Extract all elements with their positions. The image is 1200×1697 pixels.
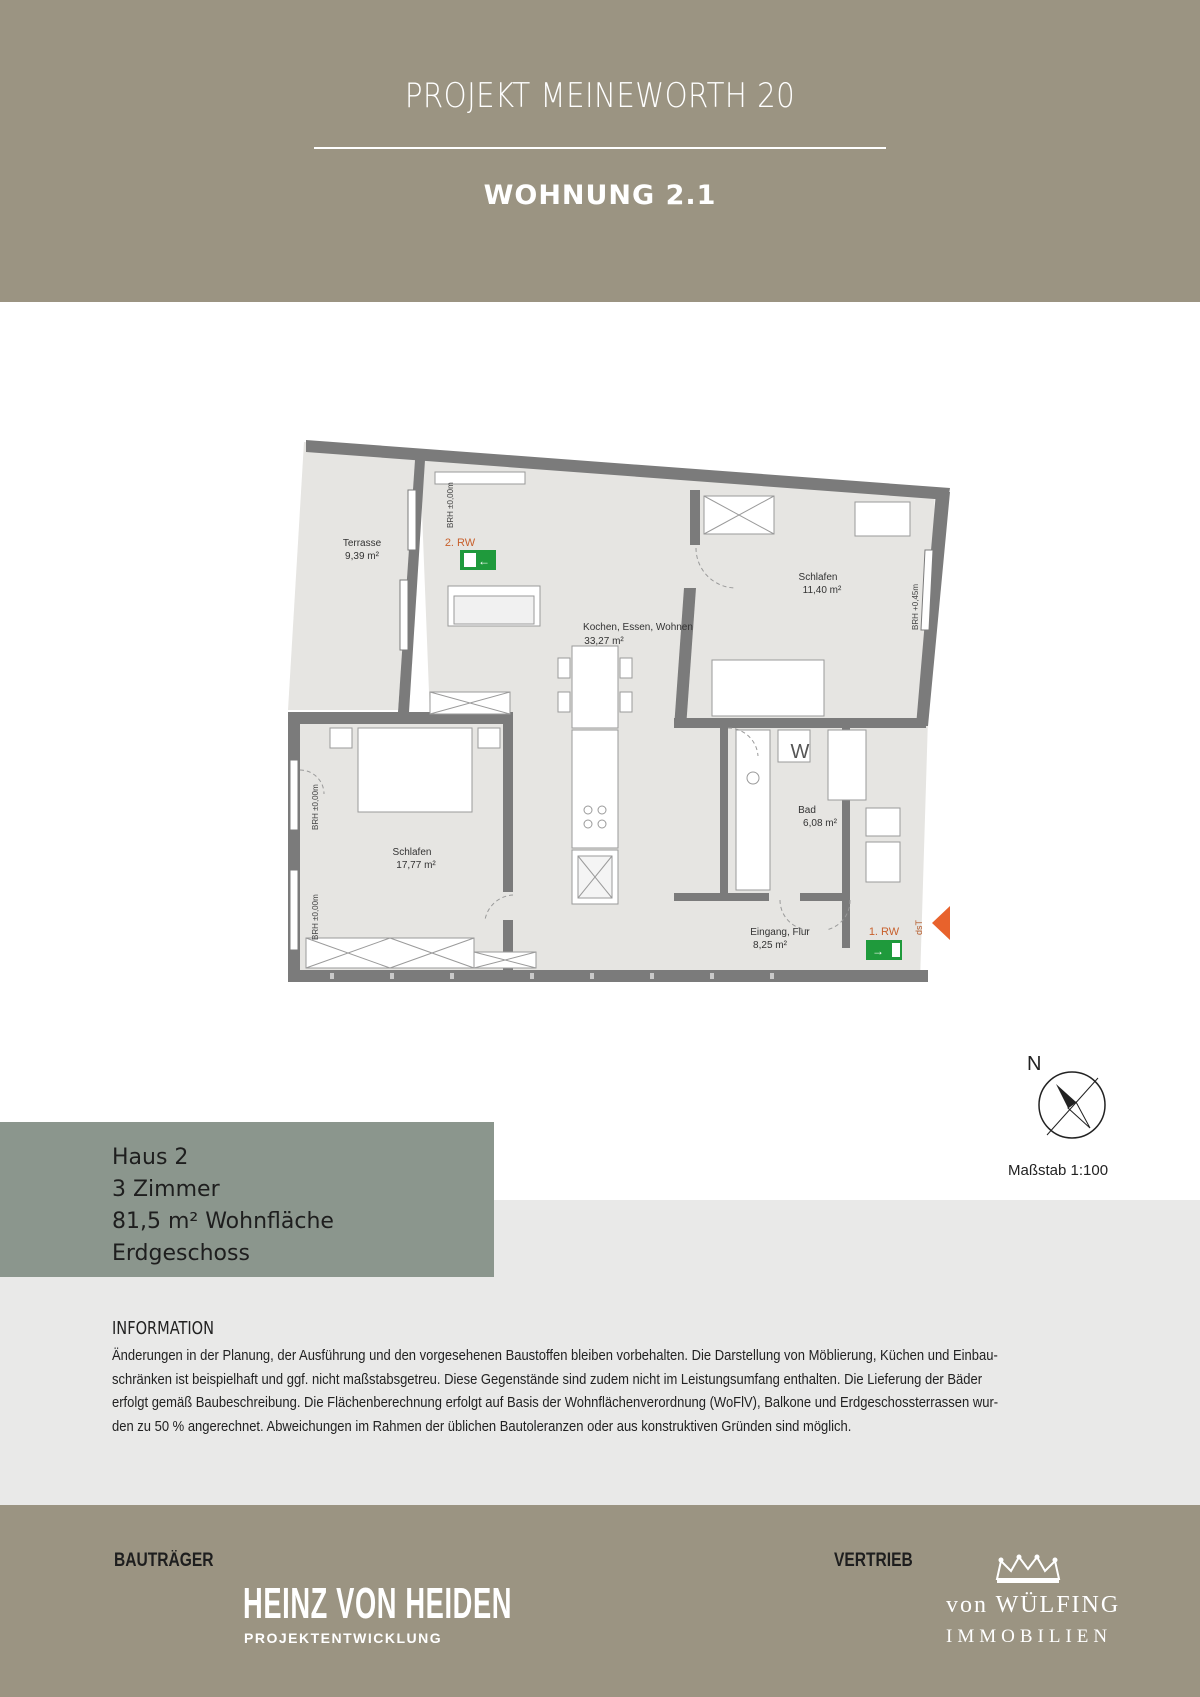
- window-note: BRH ±0,00m: [311, 894, 320, 940]
- escape-route-label: 2. RW: [444, 537, 476, 549]
- information-heading: INFORMATION: [112, 1318, 215, 1339]
- wardrobe-bedroom1: [306, 938, 474, 968]
- room-label: Eingang, Flur: [750, 927, 810, 938]
- compass-north-label: N: [1027, 1053, 1042, 1075]
- room-area: 11,40 m²: [802, 585, 842, 596]
- information-line: schränken ist beispielhaft und ggf. nicht maßstabsgetreu. Diese Gegenstände sind zudem nicht im Leistungsumfang enthalten. Die Lieferung der Bäder: [112, 1371, 983, 1388]
- fact-rooms: 3 Zimmer: [112, 1177, 220, 1202]
- tv-board: [435, 472, 525, 484]
- information-line: Änderungen in der Planung, der Ausführung und den vorgesehenen Baustoffen bleiben vorbehalten. Die Darstellung von Möblierung, Küchen und Einbau-: [112, 1348, 998, 1364]
- room-label: Terrasse: [342, 538, 382, 549]
- terrace-area: [288, 442, 418, 710]
- room-area: 8,25 m²: [753, 940, 787, 951]
- bathtub: [736, 730, 770, 890]
- room-label: Schlafen: [798, 572, 838, 583]
- toilet: [866, 808, 900, 836]
- window-note: BRH ±0,00m: [311, 784, 320, 830]
- developer-logo-subtext: PROJEKTENTWICKLUNG: [244, 1630, 443, 1646]
- sales-logo-subtext: IMMOBILIEN: [946, 1626, 1113, 1647]
- scale-label: Maßstab 1:100: [1008, 1162, 1109, 1179]
- facts-box: [0, 1122, 494, 1277]
- entrance-marker-icon: [932, 906, 950, 940]
- room-label: Kochen, Essen, Wohnen: [583, 622, 693, 633]
- exit-sign-icon: [866, 940, 902, 960]
- room-label: Bad: [798, 805, 816, 816]
- room-area: 9,39 m²: [345, 551, 379, 562]
- sink: [866, 842, 900, 882]
- developer-logo-text: HEINZ VON HEIDEN: [243, 1579, 513, 1628]
- room-label: Schlafen: [392, 847, 432, 858]
- crown-logo-icon: [993, 1553, 1063, 1585]
- washer-label: W: [790, 741, 810, 763]
- door-note: dsT: [914, 919, 924, 935]
- unit-title: WOHNUNG 2.1: [483, 180, 717, 211]
- information-line: erfolgt gemäß Baubeschreibung. Die Flächenberechnung erfolgt auf Basis der Wohnflächenverordnung (WoFlV), Balkone und Erdgeschossterrassen wur-: [112, 1395, 999, 1411]
- bed-small: [712, 660, 824, 716]
- header-band: [0, 0, 1200, 302]
- window-note: BRH ±0,00m: [446, 482, 455, 528]
- bed-large: [358, 728, 472, 812]
- dining-table: [572, 646, 618, 728]
- compass-icon: [1020, 1050, 1110, 1140]
- floor-plan: [270, 430, 970, 990]
- fact-floor: Erdgeschoss: [112, 1241, 250, 1266]
- window-note: BRH +0,45m: [911, 583, 920, 630]
- project-title: PROJEKT MEINEWORTH 20: [404, 76, 796, 116]
- desk: [855, 502, 910, 536]
- kitchen-island: [572, 730, 618, 848]
- shower: [828, 730, 866, 800]
- exit-sign-icon: [460, 550, 496, 570]
- room-area: 6,08 m²: [803, 818, 837, 829]
- escape-route-label: 1. RW: [868, 926, 900, 938]
- developer-label: BAUTRÄGER: [114, 1550, 214, 1571]
- header-divider: [314, 147, 886, 149]
- sales-label: VERTRIEB: [834, 1550, 913, 1571]
- fact-house: Haus 2: [112, 1145, 189, 1170]
- sofa-back: [454, 596, 534, 624]
- svg-text:→: →: [872, 944, 884, 958]
- room-area: 33,27 m²: [584, 636, 624, 647]
- room-area: 17,77 m²: [396, 860, 436, 871]
- information-text: [112, 1345, 1091, 1439]
- information-line: den zu 50 % angerechnet. Abweichungen im Rahmen der üblichen Bautoleranzen oder aus konstruktiven Gründen sind möglich.: [112, 1418, 852, 1435]
- svg-text:←: ←: [478, 554, 490, 568]
- sales-logo-text: von WÜLFING: [946, 1592, 1121, 1618]
- fact-area: 81,5 m² Wohnfläche: [112, 1209, 334, 1234]
